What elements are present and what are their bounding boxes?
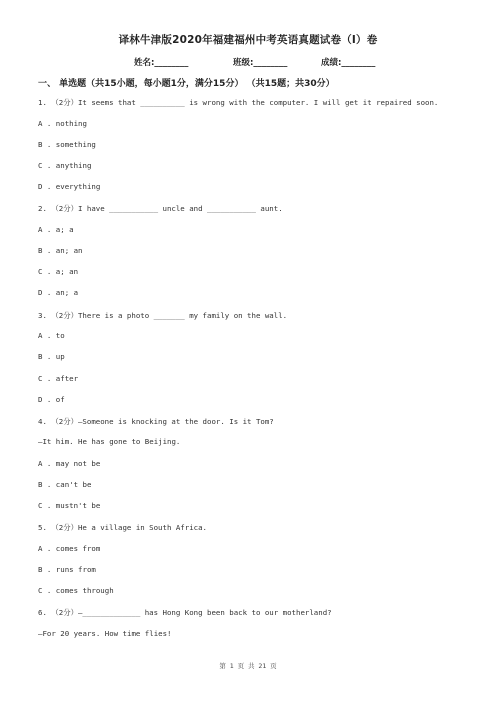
question-stem: 4. （2分）—Someone is knocking at the door. Is it Tom? <box>38 417 274 426</box>
answer-option: B . something <box>38 140 96 149</box>
answer-option: A . a; a <box>38 225 74 234</box>
page-footer: 第 1 页 共 21 页 <box>219 662 277 670</box>
answer-option: A . to <box>38 331 65 340</box>
section-heading: 一、 单选题（共15小题，每小题1分，满分15分） （共15题；共30分） <box>38 79 335 89</box>
answer-option: C . mustn't be <box>38 501 101 510</box>
answer-option: D . of <box>38 395 65 404</box>
answer-option: A . may not be <box>38 459 101 468</box>
question-stem: 1. （2分）It seems that __________ is wrong with the computer. I will get it repaired soon. <box>38 98 439 107</box>
answer-option: C . comes through <box>38 586 114 595</box>
answer-option: C . anything <box>38 161 92 170</box>
question-stem: 5. （2分）He a village in South Africa. <box>38 523 208 532</box>
score-field-label: 成绩:________ <box>321 58 376 68</box>
answer-option: D . everything <box>38 182 101 191</box>
question-stem: 6. （2分）—_____________ has Hong Kong been back to our motherland? <box>38 608 332 617</box>
answer-option: B . can't be <box>38 480 92 489</box>
answer-option: A . comes from <box>38 544 101 553</box>
question-stem-continuation: —It him. He has gone to Beijing. <box>38 437 181 446</box>
question-stem: 2. （2分）I have ___________ uncle and ___________ aunt. <box>38 204 283 213</box>
answer-option: C . after <box>38 374 79 383</box>
question-stem: 3. （2分）There is a photo _______ my family on the wall. <box>38 311 288 320</box>
answer-option: B . up <box>38 352 65 361</box>
question-stem-continuation: —For 20 years. How time flies! <box>38 629 172 638</box>
answer-option: D . an; a <box>38 288 79 297</box>
answer-option: B . runs from <box>38 565 96 574</box>
answer-option: A . nothing <box>38 119 87 128</box>
class-field-label: 班级:________ <box>233 58 288 68</box>
answer-option: C . a; an <box>38 267 79 276</box>
page-title: 译林牛津版2020年福建福州中考英语真题试卷（I）卷 <box>118 34 378 46</box>
name-field-label: 姓名:________ <box>134 58 189 68</box>
answer-option: B . an; an <box>38 246 83 255</box>
